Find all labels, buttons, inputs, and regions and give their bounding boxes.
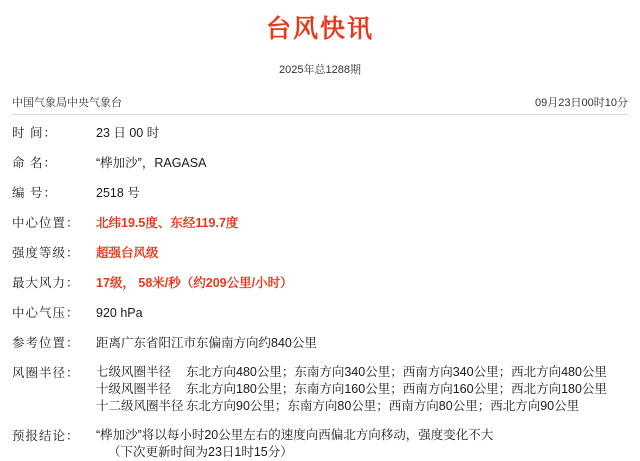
wind-radii-line-label: 十级风圈半径: [96, 382, 172, 396]
field-time-value: 23 日 00 时: [96, 126, 160, 140]
field-reference-position-value: 距离广东省阳江市东偏南方向约840公里: [96, 336, 317, 350]
typhoon-bulletin-page: [0, 9, 640, 459]
issue-datetime: 09月23日00时10分: [535, 97, 628, 109]
wind-radii-line: [96, 364, 628, 381]
field-center-position: [12, 214, 628, 232]
field-wind-radii-value: [96, 364, 628, 415]
field-max-wind-label: 最大风力：: [12, 276, 80, 290]
field-pressure-label: 中心气压：: [12, 306, 80, 320]
field-time-label: 时 间：: [12, 126, 57, 140]
field-forecast: [12, 427, 628, 461]
wind-radii-line-text: 东北方向180公里；东南方向160公里；西南方向160公里；西北方向180公里: [186, 382, 607, 396]
field-forecast-label: 预报结论：: [12, 429, 80, 443]
field-name-value: “桦加沙”，RAGASA: [96, 156, 207, 170]
issue-number: 2025年总1288期: [279, 64, 361, 76]
wind-radii-line-text: 东北方向480公里；东南方向340公里；西南方向340公里；西北方向480公里: [186, 365, 607, 379]
field-pressure: [12, 304, 628, 322]
wind-radii-line-label: 七级风圈半径: [96, 365, 172, 379]
field-reference-position: [12, 334, 628, 352]
meta-row: [0, 94, 640, 110]
field-pressure-value: 920 hPa: [96, 306, 143, 320]
field-name: [12, 154, 628, 172]
field-wind-radii-label: 风圈半径：: [12, 366, 80, 380]
field-intensity-label: 强度等级：: [12, 246, 80, 260]
field-number-label: 编 号：: [12, 186, 57, 200]
wind-radii-line-label: 十二级风圈半径: [96, 399, 184, 413]
forecast-line: “桦加沙”将以每小时20公里左右的速度向西偏北方向移动，强度变化不大: [96, 428, 494, 442]
field-number-value: 2518 号: [96, 186, 140, 200]
header-divider: [12, 114, 628, 115]
field-max-wind: [12, 274, 628, 292]
fields-list: [0, 124, 640, 461]
wind-radii-line-text: 东北方向90公里；东南方向80公里；西南方向80公里；西北方向90公里: [186, 399, 580, 413]
field-forecast-value: [96, 427, 628, 461]
field-intensity-value: 超强台风级: [96, 246, 159, 260]
page-title: 台风快讯: [265, 15, 374, 43]
field-name-label: 命 名：: [12, 156, 57, 170]
wind-radii-line: [96, 381, 628, 398]
field-reference-position-label: 参考位置：: [12, 336, 80, 350]
field-intensity: [12, 244, 628, 262]
field-wind-radii: [12, 364, 628, 415]
field-time: [12, 124, 628, 142]
wind-radii-line: [96, 398, 628, 415]
field-center-position-value: 北纬19.5度、东经119.7度: [96, 216, 239, 230]
agency-name: 中国气象局中央气象台: [12, 97, 122, 109]
field-center-position-label: 中心位置：: [12, 216, 80, 230]
forecast-next-update: （下次更新时间为23日1时15分）: [108, 445, 293, 459]
field-max-wind-value: 17级， 58米/秒（约209公里/小时）: [96, 276, 293, 290]
field-number: [12, 184, 628, 202]
